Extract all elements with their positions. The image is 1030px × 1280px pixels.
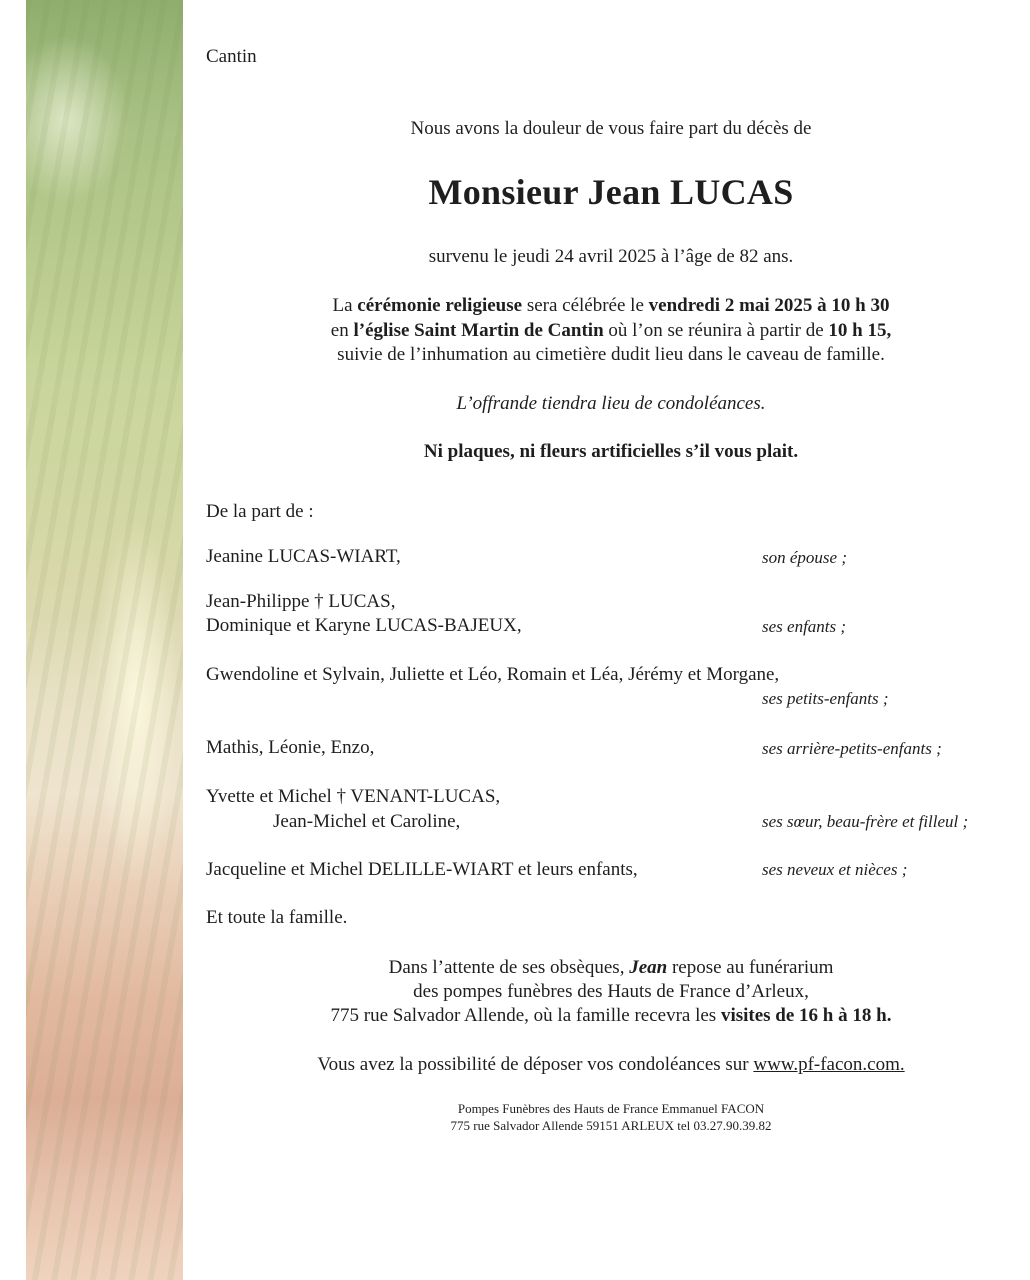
family-intro: De la part de : <box>206 501 314 522</box>
ceremony-text: La <box>332 295 358 316</box>
ceremony-line-2 <box>206 321 1016 340</box>
children-relation: ses enfants ; <box>762 617 847 636</box>
footer-company: Pompes Funèbres des Hauts de France Emmanuel FACON <box>457 1101 765 1116</box>
ceremony-place: l’église Saint Martin de Cantin <box>353 320 604 341</box>
ceremony-line-1 <box>206 296 1016 315</box>
condolences-link[interactable]: www.pf-facon.com. <box>753 1054 905 1075</box>
visitation-text: repose au funérarium <box>667 957 834 978</box>
nephews-relation: ses neveux et nièces ; <box>762 860 908 879</box>
godson-name: Jean-Michel et Caroline, <box>273 811 461 832</box>
visiting-hours: visites de 16 h à 18 h. <box>720 1005 892 1026</box>
visitation-text: 775 rue Salvador Allende, où la famille recevra les <box>330 1005 721 1026</box>
nephews-names: Jacqueline et Michel DELILLE-WIART et leurs enfants, <box>206 859 638 880</box>
death-info: survenu le jeudi 24 avril 2025 à l’âge de 82 ans. <box>428 246 794 267</box>
spouse-name: Jeanine LUCAS-WIART, <box>206 546 401 567</box>
ceremony-date: vendredi 2 mai 2025 à 10 h 30 <box>648 295 890 316</box>
location-label: Cantin <box>206 46 257 67</box>
spouse-relation: son épouse ; <box>762 548 847 567</box>
grandchildren-names: Gwendoline et Sylvain, Juliette et Léo, Romain et Léa, Jérémy et Morgane, <box>206 664 780 685</box>
all-family: Et toute la famille. <box>206 907 348 928</box>
sister-name: Yvette et Michel † VENANT-LUCAS, <box>206 786 501 807</box>
visitation-line-2: des pompes funèbres des Hauts de France d’Arleux, <box>413 981 809 1002</box>
deceased-first-name: Jean <box>629 957 668 978</box>
sister-relation: ses sœur, beau-frère et filleul ; <box>762 812 969 831</box>
great-grandchildren-relation: ses arrière-petits-enfants ; <box>762 739 942 758</box>
online-condolences <box>206 1055 1016 1074</box>
ceremony-type: cérémonie religieuse <box>357 295 523 316</box>
great-grandchildren-names: Mathis, Léonie, Enzo, <box>206 737 375 758</box>
child-name-1: Jean-Philippe † LUCAS, <box>206 591 396 612</box>
visitation-text: Dans l’attente de ses obsèques, <box>388 957 630 978</box>
ceremony-text: sera célébrée le <box>522 295 649 316</box>
visitation-line-3 <box>206 1006 1016 1025</box>
deceased-name: Monsieur Jean LUCAS <box>428 172 794 212</box>
ceremony-text: où l’on se réunira à partir de <box>603 320 829 341</box>
offering-note: L’offrande tiendra lieu de condoléances. <box>456 393 766 414</box>
ceremony-text: en <box>330 320 354 341</box>
grandchildren-relation: ses petits-enfants ; <box>762 689 889 708</box>
online-text: Vous avez la possibilité de déposer vos condoléances sur <box>317 1054 754 1075</box>
flowers-note: Ni plaques, ni fleurs artificielles s’il vous plait. <box>423 441 799 462</box>
gathering-time: 10 h 15, <box>828 320 892 341</box>
footer-address: 775 rue Salvador Allende 59151 ARLEUX tel 03.27.90.39.82 <box>450 1118 772 1133</box>
intro-text: Nous avons la douleur de vous faire part du décès de <box>410 118 812 139</box>
ceremony-line-3: suivie de l’inhumation au cimetière dudit lieu dans le caveau de famille. <box>337 344 885 365</box>
forest-photo-strip <box>26 0 183 1280</box>
child-name-2: Dominique et Karyne LUCAS-BAJEUX, <box>206 615 522 636</box>
visitation-line-1 <box>206 958 1016 977</box>
